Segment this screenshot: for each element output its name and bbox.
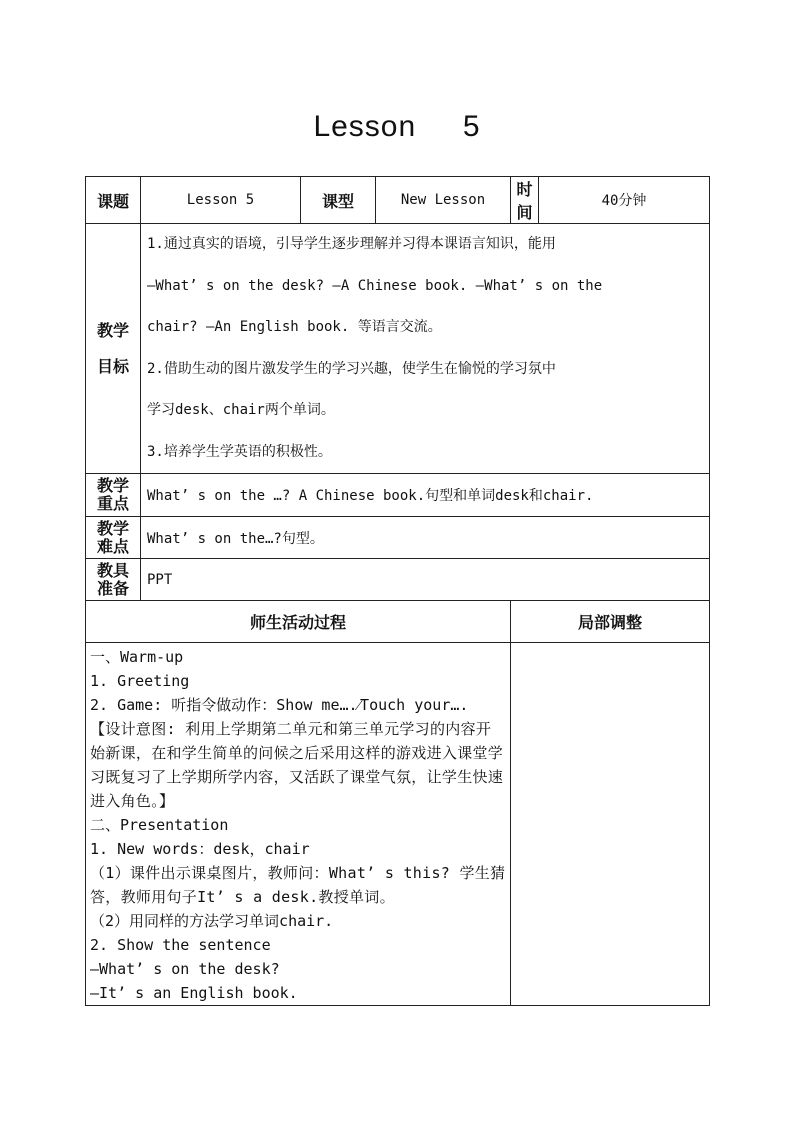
difficulties-text: What’ s on the…?句型。 [141,517,710,559]
objectives-row [86,224,710,474]
lesson-plan-table [85,176,710,1006]
design-intent-note: 【设计意图: 利用上学期第二单元和第三单元学习的内容开始新课，在和学生简单的问候之后采用这样的游戏进入课堂学习既复习了上学期所学内容，又活跃了课堂气氛，让学生快速进入角色。】 [90,720,504,810]
objectives-text [141,224,710,474]
time-label: 时间 [511,177,539,224]
topic-value: Lesson 5 [141,177,301,224]
process-line: （2）用同样的方法学习单词chair. [90,912,334,930]
adjust-cell [511,643,710,1006]
process-line: （1）课件出示课桌图片，教师问：What’ s this? 学生猜答，教师用句子It’ s a desk.教授单词。 [90,864,506,906]
objective-line: 1.通过真实的语境，引导学生逐步理解并习得本课语言知识，能用 [147,236,556,252]
page-title [0,110,794,144]
type-value: New Lesson [376,177,511,224]
title-word: Lesson [313,110,417,143]
objectives-label: 教学 目标 [86,224,141,474]
objective-line: 2.借助生动的图片激发学生的学习兴趣，使学生在愉悦的学习氛中 [147,360,556,377]
time-value: 40分钟 [539,177,710,224]
process-header: 师生活动过程 [86,601,511,643]
materials-text: PPT [141,559,710,601]
header-row [86,177,710,224]
topic-label: 课题 [86,177,141,224]
process-line: 1. New words：desk，chair [90,840,310,858]
materials-row [86,559,710,601]
process-line: —It’ s an English book. [90,984,298,1002]
title-number: 5 [462,110,481,143]
materials-label: 教具 准备 [86,559,141,601]
process-line: 二、Presentation [90,816,229,834]
difficulties-label: 教学 难点 [86,517,141,559]
objective-line: chair? —An English book. 等语言交流。 [147,319,442,335]
type-label: 课型 [301,177,376,224]
adjust-header: 局部调整 [511,601,710,643]
key-points-text: What’ s on the …? A Chinese book.句型和单词desk和chair. [141,474,710,517]
process-content [86,643,511,1006]
process-line: —What’ s on the desk? [90,960,280,978]
key-points-row [86,474,710,517]
process-line: 1. Greeting [90,672,190,690]
process-header-row [86,601,710,643]
process-line: 2. Show the sentence [90,936,271,954]
objective-line: —What’ s on the desk? —A Chinese book. —What’ s on the [147,277,603,294]
process-row [86,643,710,1006]
process-line: 2. Game: 听指令做动作：Show me….⁄Touch your…. [90,696,469,714]
key-points-label: 教学 重点 [86,474,141,517]
process-line: 一、Warm-up [90,648,184,666]
difficulties-row [86,517,710,559]
objective-line: 学习desk、chair两个单词。 [147,402,335,418]
objective-line: 3.培养学生学英语的积极性。 [147,443,332,460]
